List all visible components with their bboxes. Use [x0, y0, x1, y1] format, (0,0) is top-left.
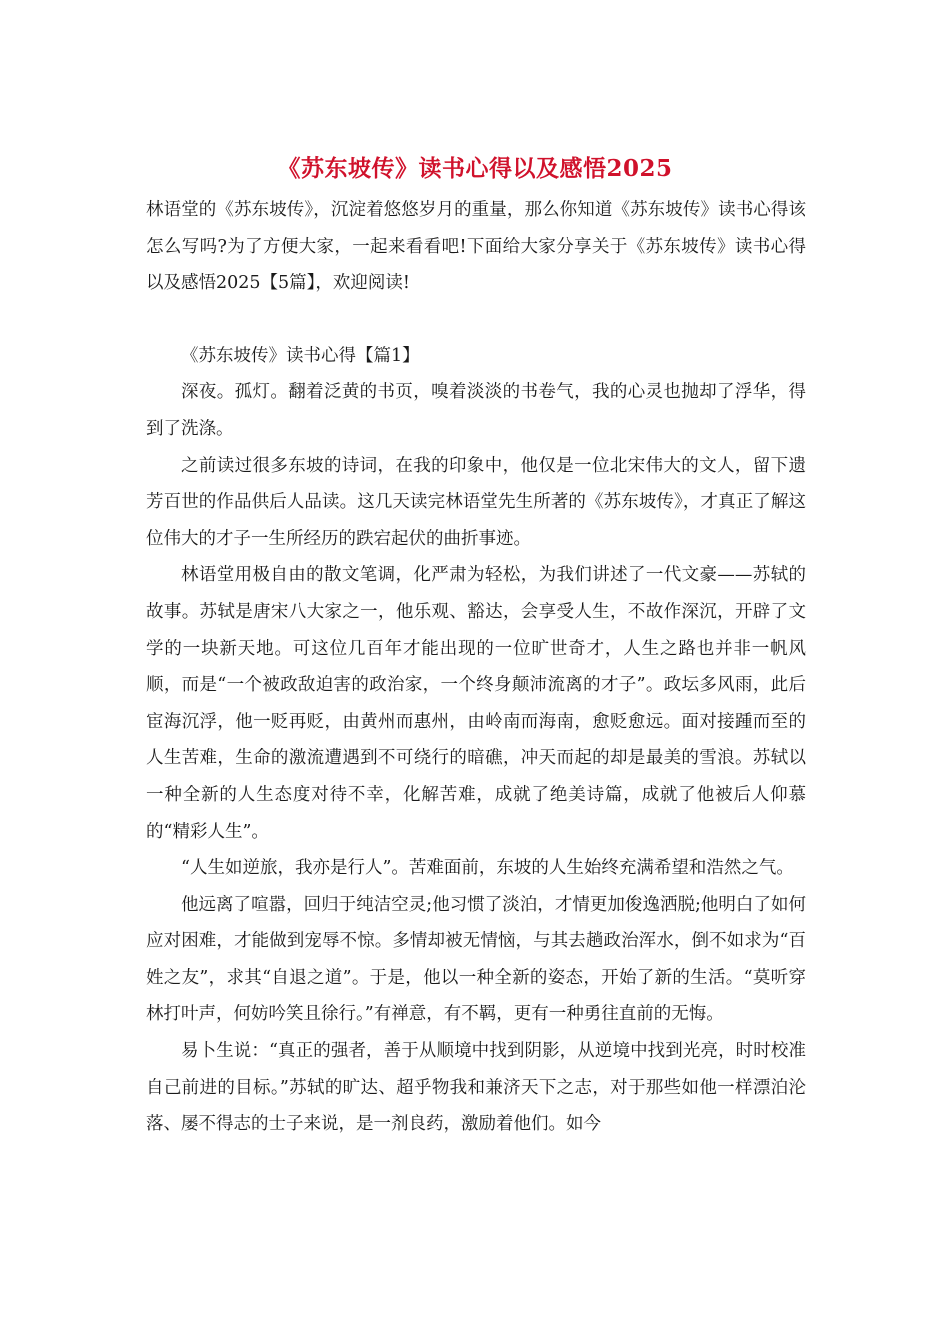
body-paragraph: “人生如逆旅，我亦是行人”。苦难面前，东坡的人生始终充满希望和浩然之气。: [181, 858, 794, 879]
body-paragraph: 深夜。孤灯。翻着泛黄的书页，嗅着淡淡的书卷气，我的心灵也抛却了浮华，得到了洗涤。: [146, 382, 806, 439]
document-body: [146, 192, 806, 1143]
body-paragraph: 他远离了喧嚣，回归于纯洁空灵;他习惯了淡泊，才情更加俊逸洒脱;他明白了如何应对困难，才能做到宠辱不惊。多情却被无情恼，与其去趟政治浑水，倒不如求为“百姓之友”，求其“自退之道”。于是，他以一种全新的姿态，开始了新的生活。“莫听穿林打叶声，何妨吟笑且徐行。”有禅意，有不羁，更有一种勇往直前的无悔。: [146, 894, 806, 1025]
intro-paragraph: 林语堂的《苏东坡传》，沉淀着悠悠岁月的重量，那么你知道《苏东坡传》读书心得该怎么写吗?为了方便大家，一起来看看吧!下面给大家分享关于《苏东坡传》读书心得以及感悟2025【5篇】，欢迎阅读!: [146, 200, 806, 294]
section-heading: 《苏东坡传》读书心得【篇1】: [181, 345, 420, 366]
document-title: 《苏东坡传》读书心得以及感悟2025: [277, 155, 673, 182]
body-paragraph: 之前读过很多东坡的诗词，在我的印象中，他仅是一位北宋伟大的文人，留下遗芳百世的作品供后人品读。这几天读完林语堂先生所著的《苏东坡传》，才真正了解这位伟大的才子一生所经历的跌宕起伏的曲折事迹。: [146, 455, 806, 549]
body-paragraph: 林语堂用极自由的散文笔调，化严肃为轻松，为我们讲述了一代文豪——苏轼的故事。苏轼是唐宋八大家之一，他乐观、豁达，会享受人生，不故作深沉，开辟了文学的一块新天地。可这位几百年才能出现的一位旷世奇才，人生之路也并非一帆风顺，而是“一个被政敌迫害的政治家，一个终身颠沛流离的才子”。政坛多风雨，此后宦海沉浮，他一贬再贬，由黄州而惠州，由岭南而海南，愈贬愈远。面对接踵而至的人生苦难，生命的激流遭遇到不可绕行的暗礁，冲天而起的却是最美的雪浪。苏轼以一种全新的人生态度对待不幸，化解苦难，成就了绝美诗篇，成就了他被后人仰慕的“精彩人生”。: [146, 565, 806, 842]
body-paragraph: 易卜生说：“真正的强者，善于从顺境中找到阴影，从逆境中找到光亮，时时校准自己前进的目标。”苏轼的旷达、超乎物我和兼济天下之志，对于那些如他一样漂泊沦落、屡不得志的士子来说，是一剂良药，激励着他们。如今: [146, 1041, 806, 1135]
spacer: [146, 302, 806, 338]
